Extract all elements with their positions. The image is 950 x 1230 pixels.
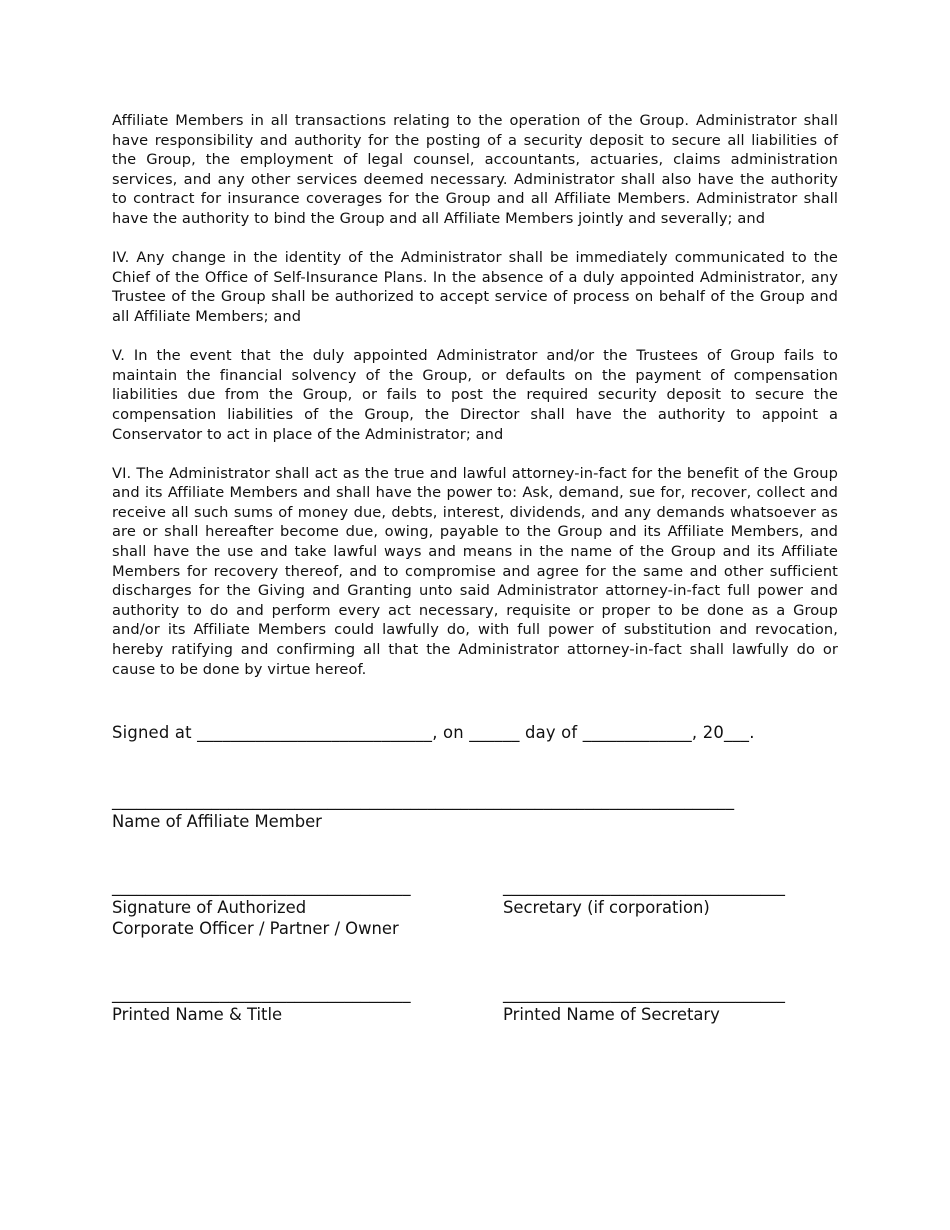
authorized-signature-block xyxy=(112,876,411,939)
authorized-signature-label-line2: Corporate Officer / Partner / Owner xyxy=(112,919,399,938)
paragraph-v-conservator: V. In the event that the duly appointed Administrator and/or the Trustees of Group fails to maintain the financial solvency of the Group, or defaults on the payment of compensation liabilities due from the Group, or fails to post the required security deposit to secure the compensation liabilities of the Group, the Director shall have the authority to appoint a Conservator to act in place of the Administrator; and xyxy=(112,347,838,443)
printed-secretary-label: Printed Name of Secretary xyxy=(503,1005,720,1024)
authorized-signature-label-line1: Signature of Authorized xyxy=(112,898,307,917)
printed-name-line[interactable]: ____________________________________ xyxy=(112,984,411,1003)
document-body xyxy=(112,111,838,699)
printed-name-label: Printed Name & Title xyxy=(112,1005,283,1024)
signed-at-line[interactable]: Signed at ____________________________, on ______ day of _____________, 20___. xyxy=(112,723,755,742)
paragraph-iv-change-of-administrator: IV. Any change in the identity of the Administrator shall be immediately communicated to the Chief of the Office of Self-Insurance Plans. In the absence of a duly appointed Administrator, any Trustee of the Group shall be authorized to accept service of process on behalf of the Group and all Affiliate Members; and xyxy=(112,249,838,325)
printed-secretary-line[interactable]: __________________________________ xyxy=(503,984,786,1003)
affiliate-member-block xyxy=(112,790,734,832)
secretary-signature-line[interactable]: __________________________________ xyxy=(503,877,786,896)
secretary-signature-block xyxy=(503,876,785,918)
printed-name-block xyxy=(112,983,411,1025)
paragraph-vi-attorney-in-fact: VI. The Administrator shall act as the true and lawful attorney-in-fact for the benefit of the Group and its Affiliate Members and shall have the power to: Ask, demand, sue for, recover, collect and receive all such sums of money due, debts, interest, dividends, and any demands whatsoever as are or shall hereafter become due, owing, payable to the Group and its Affiliate Members, and shall have the use and take lawful ways and means in the name of the Group and its Affiliate Members for recovery thereof, and to compromise and agree for the same and other sufficient discharges for the Giving and Granting unto said Administrator attorney-in-fact full power and authority to do and perform every act necessary, requisite or proper to be done as a Group and/or its Affiliate Members could lawfully do, with full power of substitution and revocation, hereby ratifying and confirming all that the Administrator attorney-in-fact shall lawfully do or cause to be done by virtue hereof. xyxy=(112,464,838,678)
affiliate-member-signature-line[interactable]: ___________________________________________________________________________ xyxy=(112,791,735,810)
paragraph-administrator-authority: Affiliate Members in all transactions relating to the operation of the Group. Administrator shall have responsibility and authority for the posting of a security deposit to secure all liabilities of the Group, the employment of legal counsel, accountants, actuaries, claims administration services, and any other services deemed necessary. Administrator shall also have the authority to contract for insurance coverages for the Group and all Affiliate Members. Administrator shall have the authority to bind the Group and all Affiliate Members jointly and severally; and xyxy=(112,112,838,227)
authorized-signature-line[interactable]: ____________________________________ xyxy=(112,877,411,896)
printed-secretary-block xyxy=(503,983,785,1025)
secretary-signature-label: Secretary (if corporation) xyxy=(503,898,710,917)
affiliate-member-label: Name of Affiliate Member xyxy=(112,812,322,831)
